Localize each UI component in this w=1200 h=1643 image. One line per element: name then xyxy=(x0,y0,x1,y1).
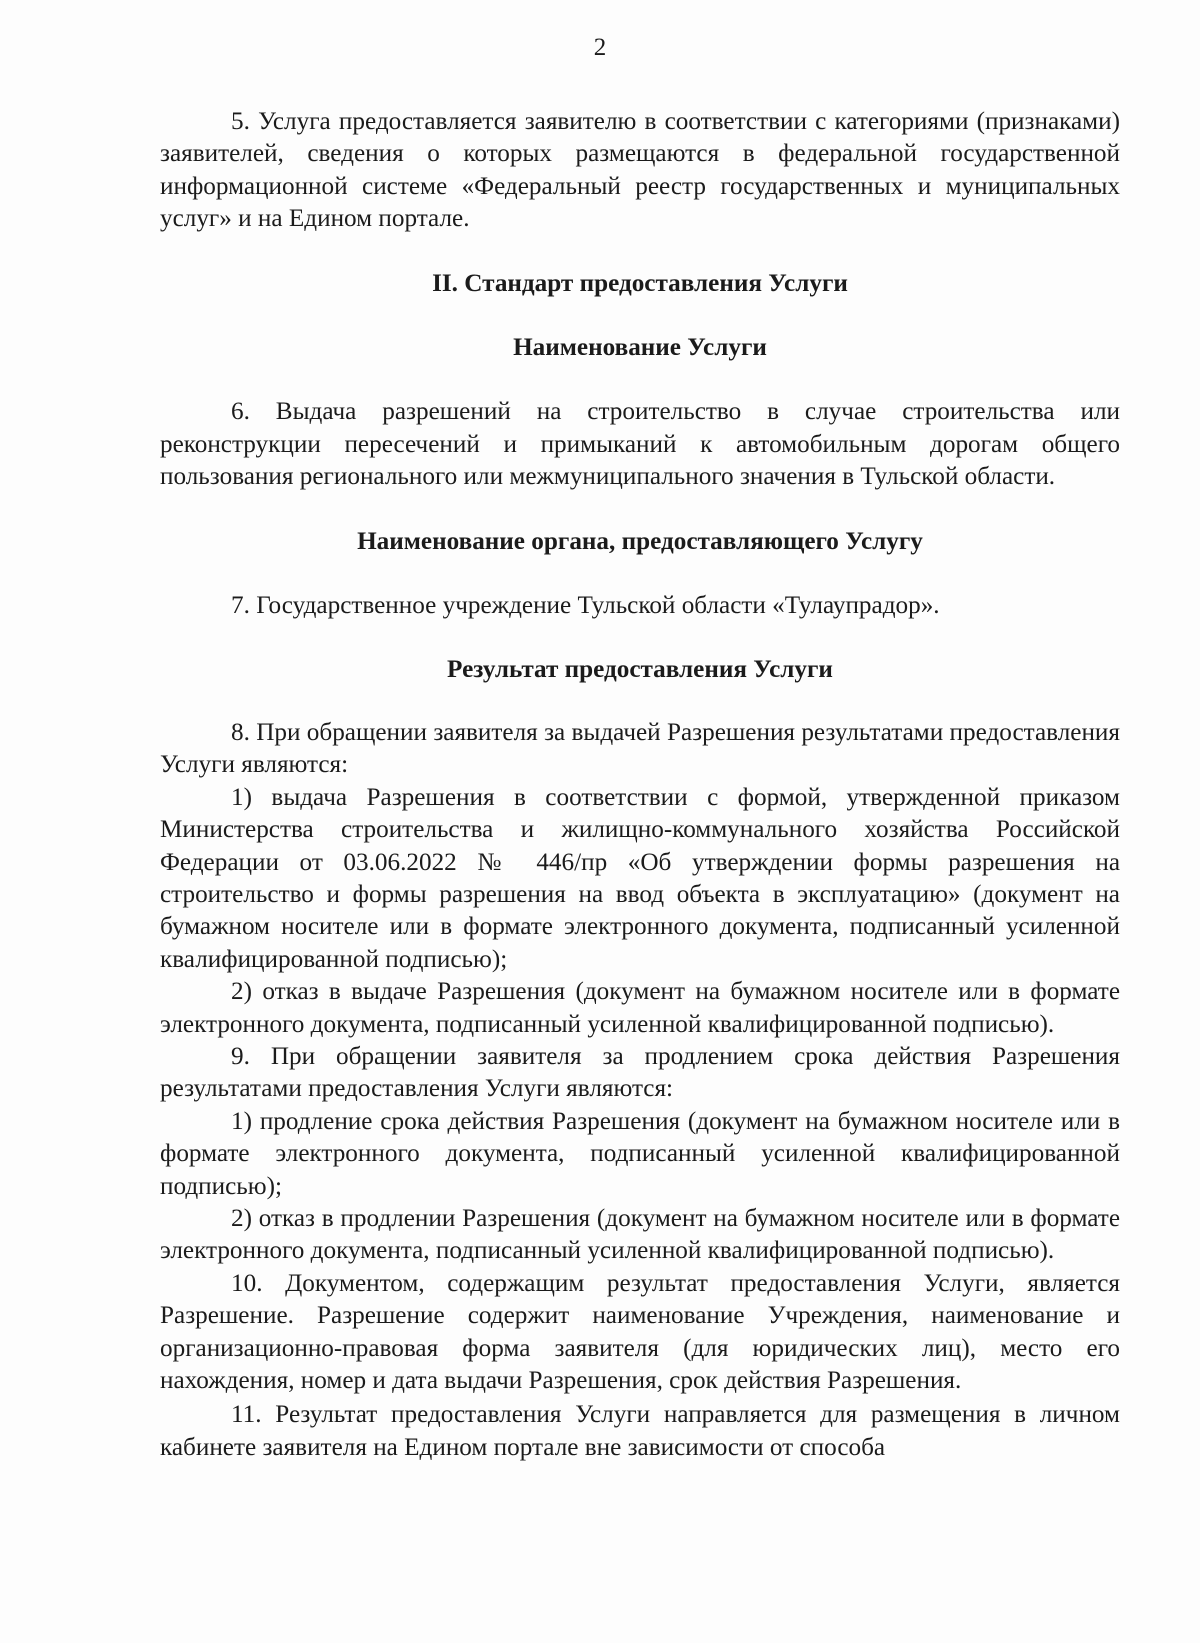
paragraph-9-item-2: 2) отказ в продлении Разрешения (документ на бумажном носителе или в формате электронного документа, подписанный усиленной квалифицированной подписью). xyxy=(160,1204,1120,1265)
paragraph-9-item-1: 1) продление срока действия Разрешения (документ на бумажном носителе или в формате электронного документа, подписанный усиленной квалифицированной подписью); xyxy=(160,1107,1120,1200)
paragraph-5: 5. Услуга предоставляется заявителю в соответствии с категориями (признаками) заявителей, сведения о которых размещаются в федеральной государственной информационной системе «Федеральный реестр государственных и муниципальных услуг» и на Едином портале. xyxy=(160,108,1120,233)
paragraph-8-item-1: 1) выдача Разрешения в соответствии с формой, утвержденной приказом Министерства строительства и жилищно-коммунального хозяйства Российской Федерации от 03.06.2022 № 446/пр «Об утверждении формы разрешения на строительство и формы разрешения на ввод объекта в эксплуатацию» (документ на бумажном носителе или в формате электронного документа, подписанный усиленной квалифицированной подписью); xyxy=(160,783,1120,973)
document-body xyxy=(160,106,1120,1464)
page-number: 2 xyxy=(593,34,607,61)
paragraph-6: 6. Выдача разрешений на строительство в случае строительства или реконструкции пересечений и примыканий к автомобильным дорогам общего пользования регионального или межмуниципального значения в Тульской области. xyxy=(160,398,1120,491)
subheading-service-result: Результат предоставления Услуги xyxy=(447,656,833,684)
paragraph-10: 10. Документом, содержащим результат предоставления Услуги, является Разрешение. Разрешение содержит наименование Учреждения, наименование и организационно-правовая форма заявителя (для юридических лиц), место его нахождения, номер и дата выдачи Разрешения, срок действия Разрешения. xyxy=(160,1269,1120,1394)
paragraph-11: 11. Результат предоставления Услуги направляется для размещения в личном кабинете заявителя на Едином портале вне зависимости от способа xyxy=(160,1401,1120,1461)
paragraph-8: 8. При обращении заявителя за выдачей Разрешения результатами предоставления Услуги являются: xyxy=(160,718,1120,779)
paragraph-7: 7. Государственное учреждение Тульской области «Тулаупрадор». xyxy=(231,592,940,620)
paragraph-9: 9. При обращении заявителя за продлением срока действия Разрешения результатами предоставления Услуги являются: xyxy=(160,1042,1120,1103)
section-heading-standard: II. Стандарт предоставления Услуги xyxy=(432,269,848,297)
paragraph-8-item-2: 2) отказ в выдаче Разрешения (документ на бумажном носителе или в формате электронного документа, подписанный усиленной квалифицированной подписью). xyxy=(160,978,1120,1038)
subheading-authority-name: Наименование органа, предоставляющего Услугу xyxy=(357,527,923,555)
subheading-service-name: Наименование Услуги xyxy=(513,334,767,362)
